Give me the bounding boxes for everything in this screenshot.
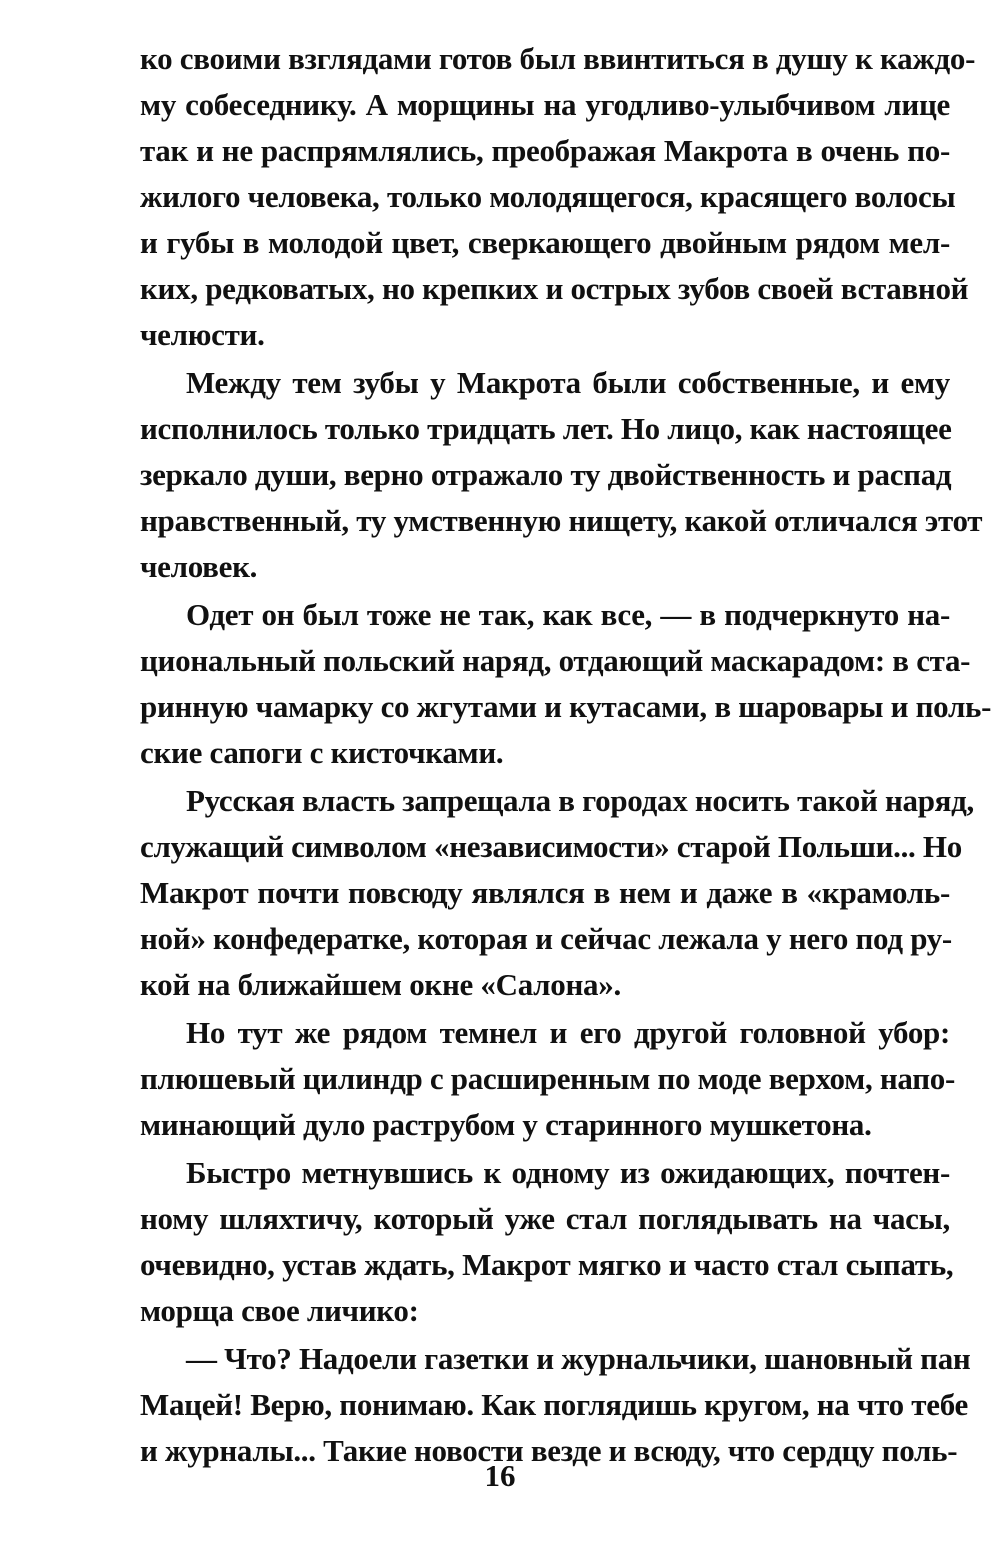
text-line: нравственный, ту умственную нищету, какой отличался этот xyxy=(140,503,983,538)
page-number: 16 xyxy=(484,1458,516,1493)
page-text xyxy=(140,36,992,1474)
text-line: ких, редковатых, но крепких и острых зубов своей вставной xyxy=(140,271,969,306)
text-line: и журналы... Такие новости везде и всюду, что сердцу поль- xyxy=(140,1433,958,1468)
text-line: человек. xyxy=(140,549,258,584)
text-line: исполнилось только тридцать лет. Но лицо, как настоящее xyxy=(140,411,952,446)
text-line: — Что? Надоели газетки и журнальчики, шановный пан xyxy=(186,1341,971,1376)
text-line: ринную чамарку со жгутами и кутасами, в шаровары и поль- xyxy=(140,689,992,724)
text-line: кой на ближайшем окне «Салона». xyxy=(140,967,621,1002)
text-line: Одет он был тоже не так, как все, — в подчеркнуто на- xyxy=(186,597,950,632)
text-line: Русская власть запрещала в городах носить такой наряд, xyxy=(186,783,974,818)
text-line: и губы в молодой цвет, сверкающего двойным рядом мел- xyxy=(140,225,950,260)
text-line: Между тем зубы у Макрота были собственные, и ему xyxy=(186,365,950,400)
text-line: Макрот почти повсюду являлся в нем и даже в «крамоль- xyxy=(140,875,950,910)
text-line: так и не распрямлялись, преображая Макрота в очень по- xyxy=(140,133,950,168)
text-line: ному шляхтичу, который уже стал поглядывать на часы, xyxy=(140,1201,950,1236)
text-line: морща свое личико: xyxy=(140,1293,419,1328)
text-line: минающий дуло раструбом у старинного мушкетона. xyxy=(140,1107,872,1142)
text-line: служащий символом «независимости» старой Польши... Но xyxy=(140,829,962,864)
text-line: му собеседнику. А морщины на угодливо-улыбчивом лице xyxy=(140,87,950,122)
text-line: очевидно, устав ждать, Макрот мягко и часто стал сыпать, xyxy=(140,1247,954,1282)
text-line: ские сапоги с кисточками. xyxy=(140,735,504,770)
text-line: Быстро метнувшись к одному из ожидающих, почтен- xyxy=(186,1155,950,1190)
text-line: челюсти. xyxy=(140,317,265,352)
text-line: циональный польский наряд, отдающий маскарадом: в ста- xyxy=(140,643,971,678)
text-line: плюшевый цилиндр с расширенным по моде верхом, напо- xyxy=(140,1061,956,1096)
text-line: ко своими взглядами готов был ввинтиться в душу к каждо- xyxy=(140,41,976,76)
text-line: ной» конфедератке, которая и сейчас лежала у него под ру- xyxy=(140,921,952,956)
text-line: жилого человека, только молодящегося, красящего волосы xyxy=(140,179,956,214)
text-line: Но тут же рядом темнел и его другой головной убор: xyxy=(186,1015,950,1050)
text-line: зеркало души, верно отражало ту двойственность и распад xyxy=(140,457,952,492)
text-line: Мацей! Верю, понимаю. Как поглядишь кругом, на что тебе xyxy=(140,1387,968,1422)
